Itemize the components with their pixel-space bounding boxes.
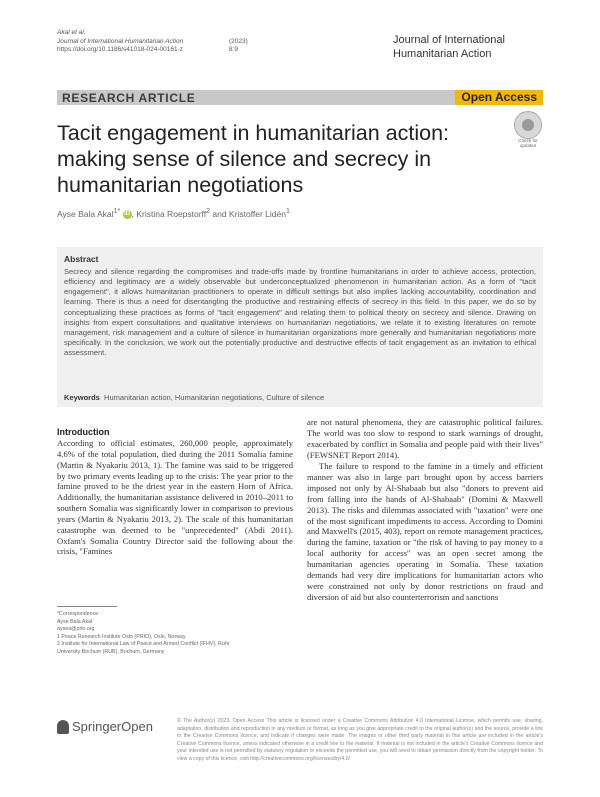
section-heading: Introduction <box>57 427 110 437</box>
article-type-banner <box>57 90 543 105</box>
publisher-logo <box>57 718 153 736</box>
doi-link[interactable]: https://doi.org/10.1186/s41018-024-00161-z <box>57 46 183 54</box>
abstract-section <box>57 247 543 407</box>
check-updates-icon <box>514 111 542 139</box>
running-header <box>57 29 248 55</box>
springer-horse-icon <box>57 720 69 734</box>
footnote-line[interactable]: aysea@prio.org <box>57 626 95 633</box>
affiliation-marker: 1 <box>285 207 290 215</box>
journal-name: Journal of International Humanitarian Action <box>393 34 505 60</box>
author-name[interactable]: and Kristoffer Lidén <box>210 208 286 219</box>
keywords-list: Humanitarian action, Humanitarian negotiations, Culture of silence <box>104 393 325 402</box>
keywords <box>64 393 324 402</box>
open-access-badge: Open Access <box>455 90 543 105</box>
footnote-line: University Bochum (RUB), Bochum, Germany <box>57 648 165 655</box>
orcid-icon[interactable]: iD <box>124 211 131 218</box>
body-column-left: According to official estimates, 260,000 people, approximately 4.6% of the total population, died during the 2011 Somalia famine (Martin & Nyakariu 2013, 1). The famine was said to be triggered by two primary events leading up to the crisis: The year prior to the famine proved to be the driest year in the eastern Horn of Africa. Additionally, the humanitarian assistance delivered in 2010–2011 to southern Somalia was significantly lower in comparison to previous years (Martin & Nyakariu 2013, 2). The scale of this humanitarian catastrophe was deemed to be "unprecedented" (Abdi 2011). Oxfam's Somalia Country Director said the following about the crisis, "Famines <box>57 438 293 557</box>
license-text: © The Author(s) 2023. Open Access This article is licensed under a Creative Commons Attribution 4.0 International License, which permits use, sharing, adaptation, distribution and reproduction in any medium or format, as long as you give appropriate credit to the original author(s) and the source, provide a link to the Creative Commons licence, and indicate if changes were made. The images or other third party material in this article are included in the article's Creative Commons licence, unless indicated otherwise in a credit line to the material. If material is not included in the article's Creative Commons licence and your intended use is not permitted by statutory regulation or exceeds the permitted use, you will need to obtain permission directly from the copyright holder. To view a copy of this licence, visit http://creativecommons.org/licenses/by/4.0/. <box>177 718 543 762</box>
correspondence-footnote <box>57 611 293 657</box>
footnote-divider <box>57 606 117 607</box>
footnote-line: *Correspondence: <box>57 611 100 617</box>
footnote-line: 1 Peace Research Institute Oslo (PRIO), Oslo, Norway <box>57 633 186 640</box>
volume-number: (2023) 8:9 <box>229 37 248 54</box>
abstract-text: Secrecy and silence regarding the compromises and trade-offs made by frontline humanitarians in order to achieve access, protection, efficiency and legitimacy are a widely observable but underconceptualized phenomenon in humanitarian action. As a form of "tacit engagement", it allows humanitarian practitioners to operate in difficult settings but also implies lacking accountability, coordination and learning. There is thus a need for disentangling the productive and restraining effects of secrecy in this field. In this paper, we do so by conceptualizing these practices as forms of "tacit engagement" and relating them to political theory on secrecy and silence. Drawing on insights from expert consultations and qualitative interviews on humanitarian negotiations, we relate it to existing literatures on remote management, risk management and a culture of silence in humanitarian organizations more generally and humanitarian negotiations more specifically. In the conclusion, we work out the potentially productive and destructive effects of tacit engagement as an invitation to ethical assessment. <box>64 267 536 358</box>
check-for-updates-badge[interactable] <box>512 111 544 151</box>
author-list <box>57 207 290 219</box>
footnote-line: Ayse Bala Akal <box>57 618 93 625</box>
article-title: Tacit engagement in humanitarian action: making sense of silence and secrecy in humanitarian negotiations <box>57 121 450 197</box>
keywords-label: Keywords <box>64 393 100 402</box>
article-type: RESEARCH ARTICLE <box>62 91 196 105</box>
abstract-heading: Abstract <box>64 254 99 264</box>
paragraph: are not natural phenomena, they are catastrophic political failures. The world was too slow to respond to stark warnings of drought, exacerbated by conflict in Somalia and people paid with their lives" (FEWSNET Report 2014). <box>307 417 543 460</box>
affiliation-marker: 1* <box>113 207 121 215</box>
footnote-line: 2 Institute for International Law of Peace and Armed Conflict (IFHV), Ruhr <box>57 641 230 648</box>
affiliation-marker: 2 <box>206 207 211 215</box>
body-column-right <box>307 417 543 602</box>
author-name[interactable]: Ayse Bala Akal <box>57 208 114 219</box>
check-updates-label: Check for updates <box>518 138 538 148</box>
publisher-name: SpringerOpen <box>72 719 153 735</box>
paragraph: The failure to respond to the famine in a timely and efficient manner was also in large part brought upon by access barriers imposed not only by Al-Shabaab but also "donors to prevent aid from falling into the hands of Al-Shabaab" (Domini & Maxwell 2013). The risks and dilemmas associated with "taxation" were one of the most significant impediments to access. According to Domini and Maxwell's (2015, 403), report on remote management practices, during the famine, taxation or "the risk of having to pay money to a local authority for access" was an open secret among the humanitarian agencies operating in Somalia. These taxation demands had very dire implications for humanitarian actors who were constrained not only by donor restrictions on fraud and diversion of aid but also counterterrorism and sanctions <box>307 461 543 602</box>
journal-citation: Journal of International Humanitarian Action <box>57 37 184 45</box>
author-name[interactable]: , Kristina Roepstorff <box>131 208 207 219</box>
author-short: Akal et al. <box>57 29 86 36</box>
